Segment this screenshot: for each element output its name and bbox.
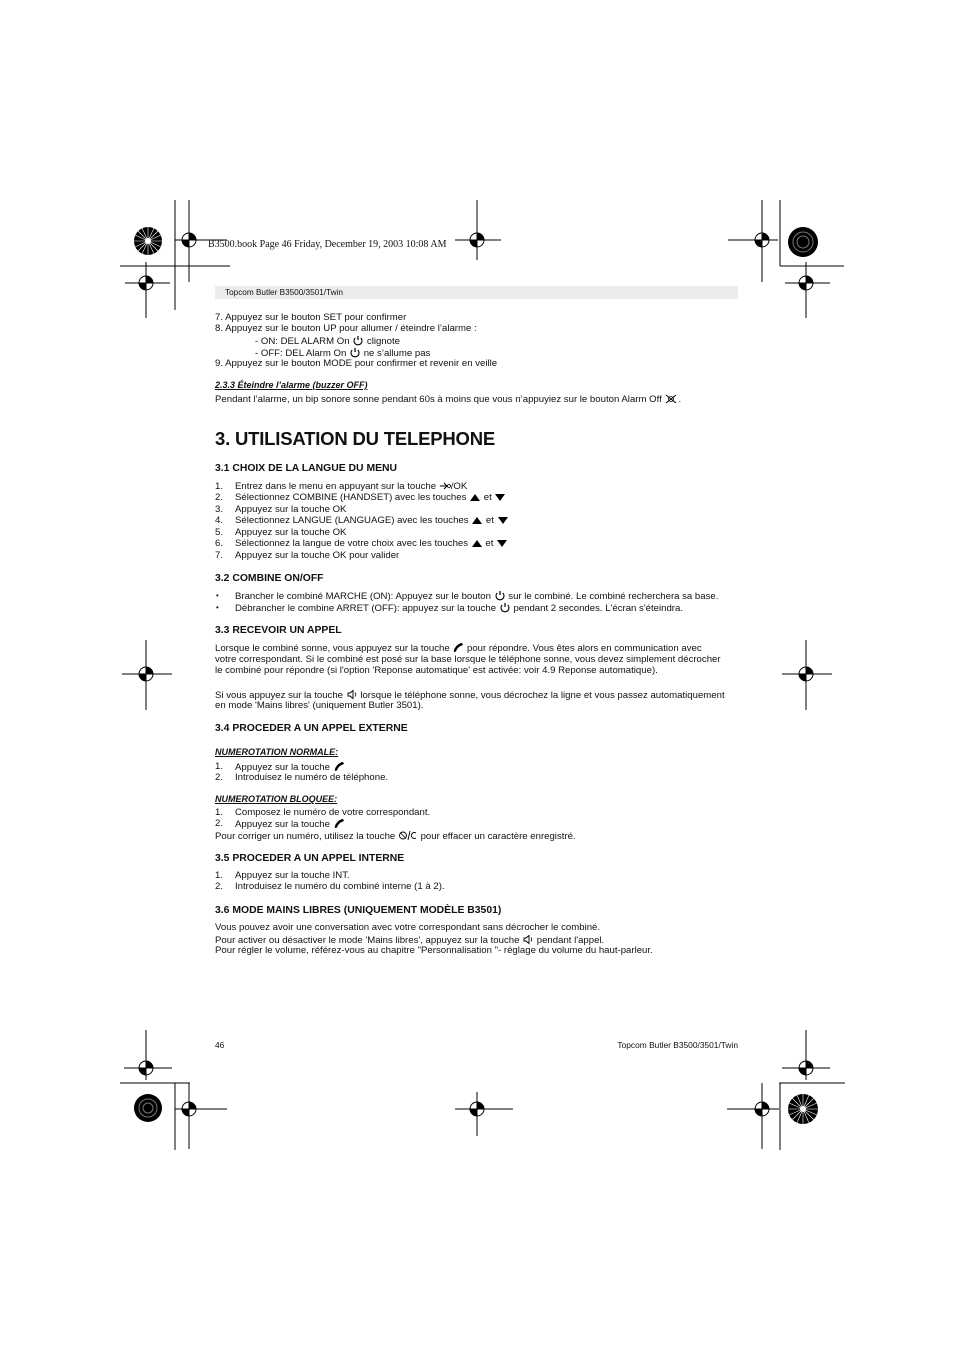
step-number: 1. [215,481,224,492]
step-number: 7. [215,550,224,561]
menu-enter-icon [439,481,451,491]
color-wheel-icon [787,1093,819,1125]
page-number: 46 [215,1040,225,1050]
speaker-icon [522,934,534,945]
step-number: 1. [215,870,224,881]
footer-brand: Topcom Butler B3500/3501/Twin [617,1040,738,1050]
off-text: - OFF: DEL Alarm On [255,348,347,359]
arrow-up-icon [469,493,481,502]
ok-suffix: /OK [450,481,468,492]
crosshair-icon [455,200,501,260]
step-text: Sélectionnez LANGUE (LANGUAGE) avec les touches [235,515,469,526]
s31-step-7: Appuyez sur la touche OK pour valider [235,550,400,561]
on-text: - ON: DEL ALARM On [255,336,350,347]
color-wheel-icon [133,1093,163,1123]
section-title-3-5: 3.5 PROCEDER A UN APPEL INTERNE [215,853,405,864]
section-title-3-6: 3.6 MODE MAINS LIBRES (UNIQUEMENT MODÈLE B3501) [215,905,502,916]
section-title-3-1: 3.1 CHOIX DE LA LANGUE DU MENU [215,463,398,474]
step-number: 2. [215,881,224,892]
para-text-2: pendant l'appel. [536,935,605,946]
bullet-text-2: pendant 2 secondes. L'écran s'éteindra. [513,603,683,614]
alarm-off-end: . [678,394,682,405]
power-icon [352,335,364,346]
step-number: 2. [215,492,224,503]
para-text-2: pour répondre. Vous êtes alors en communication avec [467,643,702,654]
step-number: 2. [215,772,224,783]
step-9: 9. Appuyez sur le bouton MODE pour confirmer et revenir en veille [215,358,498,369]
step-number: 2. [215,818,224,829]
print-slug: B3500.book Page 46 Friday, December 19, 2003 10:08 AM [208,239,447,250]
s36-line-3: Pour régler le volume, référez-vous au chapitre "Personnalisation "- réglage du volume du haut-parleur. [215,945,653,956]
section-title-3-2: 3.2 COMBINE ON/OFF [215,573,324,584]
color-wheel-icon [787,226,819,258]
arrow-down-icon [496,539,508,548]
off-suffix: ne s’allume pas [363,348,431,359]
s33-line-2: votre correspondant. Si le combiné est posé sur la base lorsque le téléphone sonne, vous devez simplement décrocher [215,654,721,665]
para-text: Si vous appuyez sur la touche [215,690,343,701]
para-text: Pour activer ou désactiver le mode 'Mains libres', appuyez sur la touche [215,935,520,946]
s32-bullet-2 [235,602,683,615]
crosshair-icon [124,1030,172,1080]
crosshair-icon [125,262,170,318]
s35-step-1: Appuyez sur la touche INT. [235,870,350,881]
crosshair-icon [785,262,830,318]
bullet-icon: • [216,603,219,612]
para-text-2: pour effacer un caractère enregistré. [420,831,576,842]
s32-bullet-1 [235,590,718,603]
bullet-text: Débrancher le combine ARRET (OFF): appuyez sur la touche [235,603,497,614]
bullet-icon: • [216,591,219,600]
step-number: 3. [215,504,224,515]
step-number: 1. [215,761,224,772]
running-header: Topcom Butler B3500/3501/Twin [225,288,343,297]
color-wheel-icon [133,226,163,256]
section-title-3-4: 3.4 PROCEDER A UN APPEL EXTERNE [215,723,408,734]
para-text: Lorsque le combiné sonne, vous appuyez sur la touche [215,643,450,654]
power-icon [499,602,511,613]
s35-step-2: Introduisez le numéro du combiné interne (1 à 2). [235,881,445,892]
step-number: 5. [215,527,224,538]
arrow-down-icon [494,493,506,502]
s33-line-3: le combiné pour répondre (si l'option 'Reponse automatique' est activée: voir 4.9 Reponse automatique). [215,665,658,676]
bullet-text: Brancher le combiné MARCHE (ON): Appuyez sur le bouton [235,591,491,602]
et-text: et [483,492,492,503]
s31-step-3: Appuyez sur la touche OK [235,504,347,515]
arrow-up-icon [471,516,483,525]
s36-line-1: Vous pouvez avoir une conversation avec votre correspondant sans décrocher le combiné. [215,922,601,933]
step-number: 6. [215,538,224,549]
para-text-2: lorsque le téléphone sonne, vous décrochez la ligne et vous passez automatiquement [360,690,725,701]
phone-handset-icon [452,642,464,653]
phone-handset-icon [333,761,345,772]
mute-clear-icon [398,830,418,841]
speaker-icon [346,689,358,700]
subsection-title-2-3-3: 2.3.3 Éteindre l’alarme (buzzer OFF) [215,380,368,390]
bullet-text-2: sur le combiné. Le combiné recherchera sa base. [508,591,719,602]
s31-step-2 [235,492,506,504]
et-text: et [485,515,494,526]
power-icon [494,590,506,601]
s34-bloc-step-1: Composez le numéro de votre correspondant. [235,807,431,818]
crosshair-icon [122,640,172,710]
step-number: 1. [215,807,224,818]
crosshair-icon [175,1083,227,1149]
crosshair-icon [728,200,778,282]
phone-handset-icon [333,818,345,829]
s33-line-1 [215,642,702,655]
step-8-on [255,335,400,348]
et-text: et [485,538,494,549]
alarm-off-icon [664,393,678,404]
step-text: Appuyez sur la touche [235,762,330,773]
crosshair-icon [782,1030,830,1080]
s34-normal-step-2: Introduisez le numéro de téléphone. [235,772,389,783]
s31-step-5: Appuyez sur la touche OK [235,527,347,538]
para-text: Pour corriger un numéro, utilisez la touche [215,831,396,842]
s31-step-1 [235,481,467,493]
crosshair-icon [782,640,832,710]
s31-step-6 [235,538,508,550]
step-text: Sélectionnez COMBINE (HANDSET) avec les touches [235,492,467,503]
s33-line-5: en mode 'Mains libres' (uniquement Butler 3501). [215,700,424,711]
blocked-dialing-title: NUMEROTATION BLOQUEE: [215,794,338,804]
step-text: Entrez dans le menu en appuyant sur la touche [235,481,437,492]
chapter-title: 3. UTILISATION DU TELEPHONE [215,428,495,449]
section-title-3-3: 3.3 RECEVOIR UN APPEL [215,625,342,636]
s31-step-4 [235,515,509,527]
arrow-down-icon [497,516,509,525]
step-7: 7. Appuyez sur le bouton SET pour confirmer [215,312,407,323]
s34-bloc-step-2 [235,818,345,831]
step-8: 8. Appuyez sur le bouton UP pour allumer / éteindre l’alarme : [215,323,477,334]
arrow-up-icon [471,539,483,548]
crosshair-icon [455,1092,513,1136]
alarm-off-paragraph [215,393,681,406]
step-text: Sélectionnez la langue de votre choix avec les touches [235,538,469,549]
power-icon [349,347,361,358]
normal-dialing-title: NUMEROTATION NORMALE: [215,747,339,757]
alarm-off-text: Pendant l’alarme, un bip sonore sonne pendant 60s à moins que vous n’appuyiez sur le bouton Alarm Off [215,394,662,405]
on-suffix: clignote [366,336,400,347]
crosshair-icon [727,1083,779,1149]
step-number: 4. [215,515,224,526]
s34-correction [215,830,576,843]
step-text: Appuyez sur la touche [235,819,330,830]
